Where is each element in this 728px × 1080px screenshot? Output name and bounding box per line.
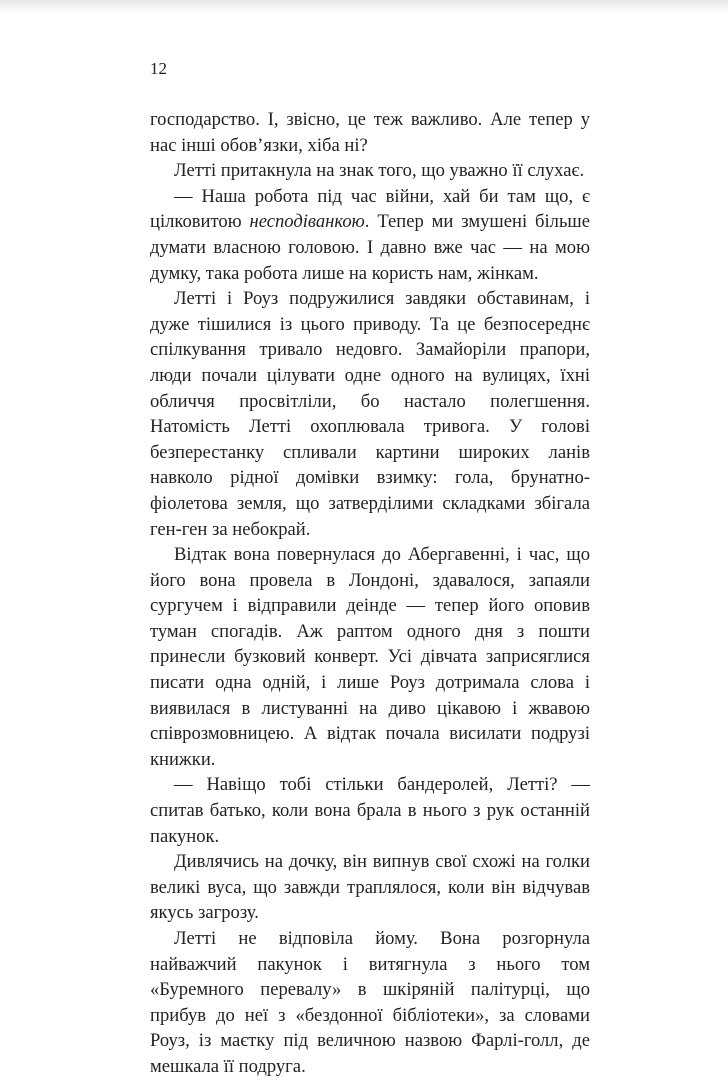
paragraph	[150, 158, 590, 184]
paragraph-text: . Тепер ми змушені більше думати власною головою. І давно вже час — на мою думку, така робота лише на користь нам, жінкам.	[150, 211, 590, 284]
paragraph	[150, 772, 590, 849]
paragraph-text: Летті притакнула на знак того, що уважно її слухає.	[174, 160, 585, 182]
paragraph	[150, 286, 590, 542]
paragraph-text: Відтак вона повернулася до Абергавенні, і час, що його вона провела в Лондоні, здавалося, запаяли сургучем і відправили деінде — тепер його оповив туман спогадів. Аж раптом одного дня з пошти принесли бузковий конверт. Усі дівчата заприсяглися писати одна одній, і лише Роуз дотримала слова і виявилася в листуванні на диво цікавою і жвавою співрозмовницею. А відтак почала висилати подрузі книжки.	[150, 544, 590, 770]
emphasis-text: несподіванкою	[249, 211, 365, 233]
paragraph-text: — Наша робота під час війни, хай би там що, є цілковитою	[150, 185, 590, 233]
page-body-text	[150, 107, 590, 1080]
paragraph	[150, 849, 590, 926]
paragraph	[150, 184, 590, 286]
paragraph-text: Дивлячись на дочку, він випнув свої схожі на голки великі вуса, що завжди траплялося, коли він відчував якусь загрозу.	[150, 851, 590, 924]
scan-top-edge	[0, 0, 728, 14]
paragraph	[150, 107, 590, 158]
book-page	[150, 58, 590, 1080]
paragraph	[150, 926, 590, 1080]
paragraph-text: — Навіщо тобі стільки бандеролей, Летті? — спитав батько, коли вона брала в нього з рук останній пакунок.	[150, 774, 590, 847]
paragraph-text: господарство. І, звісно, це теж важливо. Але тепер у нас інші обов’язки, хіба ні?	[150, 109, 590, 156]
paragraph-text: Летті не відповіла йому. Вона розгорнула найважчий пакунок і витягнула з нього том «Буремного перевалу» в шкіряній палітурці, що прибув до неї з «бездонної бібліотеки», за словами Роуз, із маєтку під величною назвою Фарлі-голл, де мешкала її подруга.	[150, 928, 590, 1077]
paragraph-text: Летті і Роуз подружилися завдяки обставинам, і дуже тішилися із цього приводу. Та це безпосереднє спілкування тривало недовго. Замайоріли прапори, люди почали цілувати одне одного на вулицях, їхні обличчя просвітліли, бо настало полегшення. Натомість Летті охоплювала тривога. У голові безперестанку спливали картини широких ланів навколо рідної домівки взимку: гола, брунатно-фіолетова земля, що затверділими складками збігала ген-ген за небокрай.	[150, 288, 590, 540]
paragraph	[150, 542, 590, 772]
page-number: 12	[150, 59, 167, 78]
